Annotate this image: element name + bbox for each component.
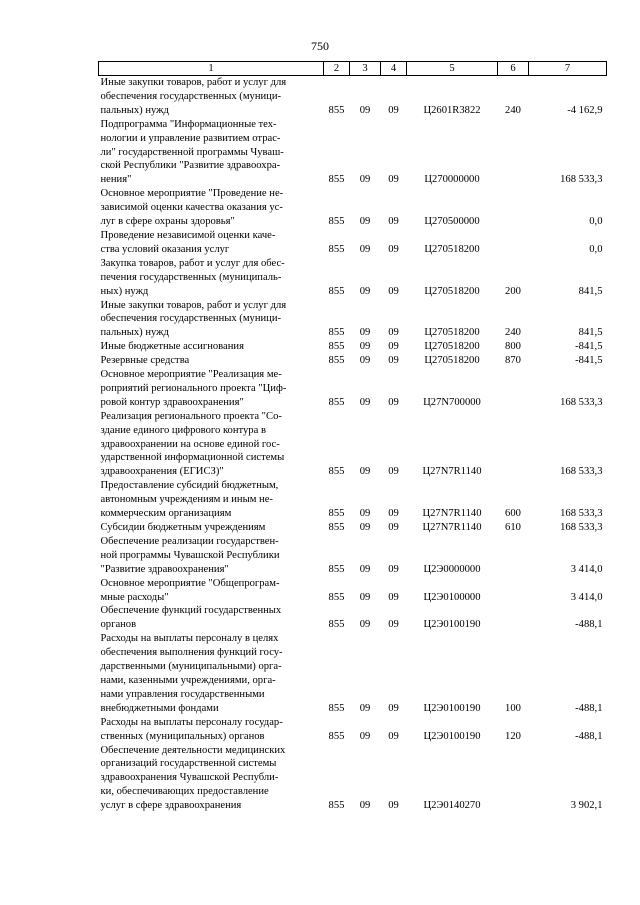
expense-name [99,535,324,577]
table-row [99,577,607,605]
subsection-code: 09 [388,800,399,812]
amount: 168 533,3 [560,522,603,533]
expense-name [99,257,324,299]
subsection-code: 09 [388,174,399,186]
expense-name-line: здание единого цифрового контура в [100,424,266,436]
ministry-code: 855 [328,285,345,297]
expense-name [99,716,324,744]
amount: 3 902,1 [570,800,603,812]
subsection-code: 09 [388,327,399,339]
ministry-code: 855 [328,327,345,339]
expense-type-code [498,744,529,814]
table-row [99,368,607,410]
amount: -4 162,9 [567,104,603,116]
table-row [99,521,607,535]
expense-type-code [498,535,529,577]
section-code: 09 [359,341,371,353]
expense-name-line: Предоставление субсидий бюджетным, [100,480,279,492]
subsection-code: 09 [388,104,399,116]
expense-name-line: Основное мероприятие "Проведение не- [100,188,284,200]
target-item-code: Ц270518200 [424,285,480,297]
expense-name-line: нологии и управление развитием отрас- [100,132,281,144]
expense-name-line: обеспечения государственных (муници- [100,313,282,325]
column-header: 4 [381,62,407,76]
ministry-code: 855 [328,243,345,255]
expense-name-line: Расходы на выплаты персоналу государ- [100,716,283,728]
section-code: 09 [359,730,371,742]
section-code: 09 [359,563,371,575]
target-item-code: Ц27N7R1140 [422,508,482,520]
column-header: 3 [350,62,381,76]
section-code: 09 [359,508,371,520]
expense-name [99,229,324,257]
amount: 841,5 [578,285,603,297]
expense-type-code: 120 [505,730,521,742]
expense-type-code [498,368,529,410]
column-header: 7 [529,62,607,76]
amount: 3 414,0 [570,563,603,575]
table-row [99,716,607,744]
expense-name-line: ственных (муниципальных) органов [100,730,265,742]
expense-name [99,521,324,535]
subsection-code: 09 [388,508,399,520]
amount: 168 533,3 [560,466,603,478]
amount: -841,5 [575,355,603,367]
section-code: 09 [359,174,371,186]
expense-name [99,744,324,814]
expense-name-line: ной программы Чувашской Республики [100,549,280,561]
expense-name [99,340,324,354]
subsection-code: 09 [388,563,399,575]
expense-name-line: Основное мероприятие "Реализация ме- [100,369,282,381]
expense-name-line: ровой контур здравоохранения" [100,396,244,408]
table-row [99,744,607,814]
table-row [99,257,607,299]
ministry-code: 855 [328,563,345,575]
expense-name-line: "Развитие здравоохранения" [100,563,229,575]
expense-name-line: луг в сфере охраны здоровья" [100,216,235,228]
column-header: 1 [99,62,324,76]
section-code: 09 [359,800,371,812]
table-row [99,535,607,577]
expense-name-line: организаций государственной системы [100,758,277,770]
expense-name-line: ской Республики "Развитие здравоохра- [100,160,281,172]
expense-name [99,354,324,368]
expense-type-code: 610 [505,522,521,533]
budget-table [98,61,607,813]
expense-name [99,577,324,605]
table-row [99,76,607,118]
amount: 3 414,0 [570,591,603,603]
expense-name-line: печения государственных (муниципаль- [100,271,282,283]
expense-name-line: мные расходы" [100,591,169,603]
expense-name-line: органов [100,619,137,631]
ministry-code: 855 [328,341,345,353]
expense-name-line: здравоохранения (ЕГИСЗ)" [100,466,224,478]
expense-name-line: пальных) нужд [100,104,169,116]
subsection-code: 09 [388,355,399,367]
expense-name-line: нами управления государственными [100,688,265,700]
target-item-code: Ц2Э0140270 [423,800,481,812]
section-code: 09 [359,396,371,408]
expense-name-line: Подпрограмма "Информационные тех- [100,118,277,130]
table-row [99,118,607,188]
table-row [99,229,607,257]
column-header-row [99,62,607,76]
table-row [99,479,607,521]
expense-name-line: ства условий оказания услуг [100,243,230,255]
subsection-code: 09 [388,285,399,297]
ministry-code: 855 [328,174,345,186]
target-item-code: Ц2Э0100190 [423,702,481,714]
expense-type-code [498,410,529,480]
expense-name [99,632,324,715]
expense-name-line: пальных) нужд [100,327,169,339]
section-code: 09 [359,591,371,603]
ministry-code: 855 [328,104,345,116]
target-item-code: Ц2Э0100190 [423,619,481,631]
table-row [99,354,607,368]
target-item-code: Ц2Э0000000 [423,563,481,575]
expense-type-code: 240 [505,327,521,339]
amount: -841,5 [575,341,603,353]
ministry-code: 855 [328,216,345,228]
amount: 0,0 [589,243,603,255]
expense-name-line: Субсидии бюджетным учреждениям [100,522,266,533]
amount: -488,1 [575,702,603,714]
target-item-code: Ц2Э0100000 [423,591,481,603]
amount: 168 533,3 [560,508,603,520]
table-row [99,340,607,354]
section-code: 09 [359,104,371,116]
section-code: 09 [359,466,371,478]
expense-name-line: автономным учреждениям и иным не- [100,494,273,506]
amount: 168 533,3 [560,174,603,186]
table-row [99,410,607,480]
expense-type-code: 800 [505,341,521,353]
expense-name-line: Обеспечение деятельности медицинских [100,744,286,756]
expense-name-line: ударственной информационной системы [100,452,285,464]
subsection-code: 09 [388,522,399,533]
target-item-code: Ц270500000 [424,216,480,228]
expense-name-line: ки, обеспечивающих предоставление [100,786,269,798]
amount: -488,1 [575,619,603,631]
expense-type-code [498,118,529,188]
expense-type-code [498,604,529,632]
column-header: 6 [498,62,529,76]
expense-name [99,604,324,632]
amount: -488,1 [575,730,603,742]
subsection-code: 09 [388,619,399,631]
target-item-code: Ц2601R3822 [423,104,481,116]
expense-type-code: 870 [505,355,521,367]
expense-name-line: Расходы на выплаты персоналу в целях [100,633,279,645]
subsection-code: 09 [388,730,399,742]
section-code: 09 [359,702,371,714]
expense-name-line: ных) нужд [100,285,149,297]
expense-name-line: Закупка товаров, работ и услуг для обес- [100,257,285,269]
expense-name-line: услуг в сфере здравоохранения [100,800,242,812]
expense-name-line: Проведение независимой оценки каче- [100,229,276,241]
section-code: 09 [359,243,371,255]
expense-name [99,118,324,188]
section-code: 09 [359,619,371,631]
subsection-code: 09 [388,243,399,255]
expense-name-line: коммерческим организациям [100,508,232,520]
ministry-code: 855 [328,730,345,742]
ministry-code: 855 [328,800,345,812]
expense-name-line: Основное мероприятие "Общепрограм- [100,577,280,589]
amount: 168 533,3 [560,396,603,408]
expense-name [99,187,324,229]
ministry-code: 855 [328,466,345,478]
expense-name [99,299,324,341]
subsection-code: 09 [388,216,399,228]
expense-type-code [498,229,529,257]
section-code: 09 [359,216,371,228]
expense-name-line: Обеспечение функций государственных [100,605,282,617]
target-item-code: Ц270000000 [424,174,480,186]
expense-name [99,76,324,118]
expense-name-line: Иные закупки товаров, работ и услуг для [100,77,287,88]
table-body [99,76,607,814]
ministry-code: 855 [328,522,345,533]
subsection-code: 09 [388,396,399,408]
column-header: 5 [407,62,498,76]
target-item-code: Ц270518200 [424,327,480,339]
section-code: 09 [359,285,371,297]
page-number: 750 [311,39,329,53]
table-row [99,187,607,229]
amount: 0,0 [589,216,603,228]
expense-name-line: роприятий регионального проекта "Циф- [100,382,287,394]
ministry-code: 855 [328,508,345,520]
expense-name [99,410,324,480]
expense-type-code: 100 [505,702,521,714]
expense-name-line: Обеспечение реализации государствен- [100,535,279,547]
ministry-code: 855 [328,591,345,603]
expense-type-code: 600 [505,508,521,520]
section-code: 09 [359,522,371,533]
expense-name-line: Иные закупки товаров, работ и услуг для [100,299,287,311]
expense-name-line: внебюджетными фондами [100,702,219,714]
expense-type-code [498,187,529,229]
table-row [99,604,607,632]
target-item-code: Ц270518200 [424,355,480,367]
amount: 841,5 [578,327,603,339]
expense-name [99,479,324,521]
subsection-code: 09 [388,591,399,603]
expense-name-line: здравоохранении на основе единой гос- [100,438,280,450]
ministry-code: 855 [328,702,345,714]
expense-name-line: здравоохранения Чувашской Республи- [100,772,279,784]
expense-name-line: ли" государственной программы Чуваш- [100,146,284,158]
expense-name-line: нами, казенными учреждениями, орга- [100,674,276,686]
target-item-code: Ц27N7R1140 [422,522,482,533]
target-item-code: Ц27N7R1140 [422,466,482,478]
table-row [99,299,607,341]
table-row [99,632,607,715]
subsection-code: 09 [388,341,399,353]
expense-name-line: Резервные средства [100,355,190,367]
subsection-code: 09 [388,702,399,714]
expense-name-line: дарственными (муниципальными) орга- [100,661,282,673]
target-item-code: Ц2Э0100190 [423,730,481,742]
section-code: 09 [359,355,371,367]
expense-type-code [498,577,529,605]
expense-type-code: 240 [505,104,521,116]
ministry-code: 855 [328,619,345,631]
expense-name-line: зависимой оценки качества оказания ус- [100,202,283,214]
target-item-code: Ц270518200 [424,341,480,353]
expense-type-code: 200 [505,285,521,297]
subsection-code: 09 [388,466,399,478]
target-item-code: Ц270518200 [424,243,480,255]
expense-name-line: нения" [100,174,132,186]
ministry-code: 855 [328,355,345,367]
column-header: 2 [324,62,350,76]
expense-name-line: Иные бюджетные ассигнования [100,341,244,353]
target-item-code: Ц27N700000 [423,396,481,408]
section-code: 09 [359,327,371,339]
expense-name-line: обеспечения выполнения функций госу- [100,647,283,659]
expense-name [99,368,324,410]
expense-name-line: Реализация регионального проекта "Со- [100,410,282,422]
expense-name-line: обеспечения государственных (муници- [100,90,282,102]
ministry-code: 855 [328,396,345,408]
